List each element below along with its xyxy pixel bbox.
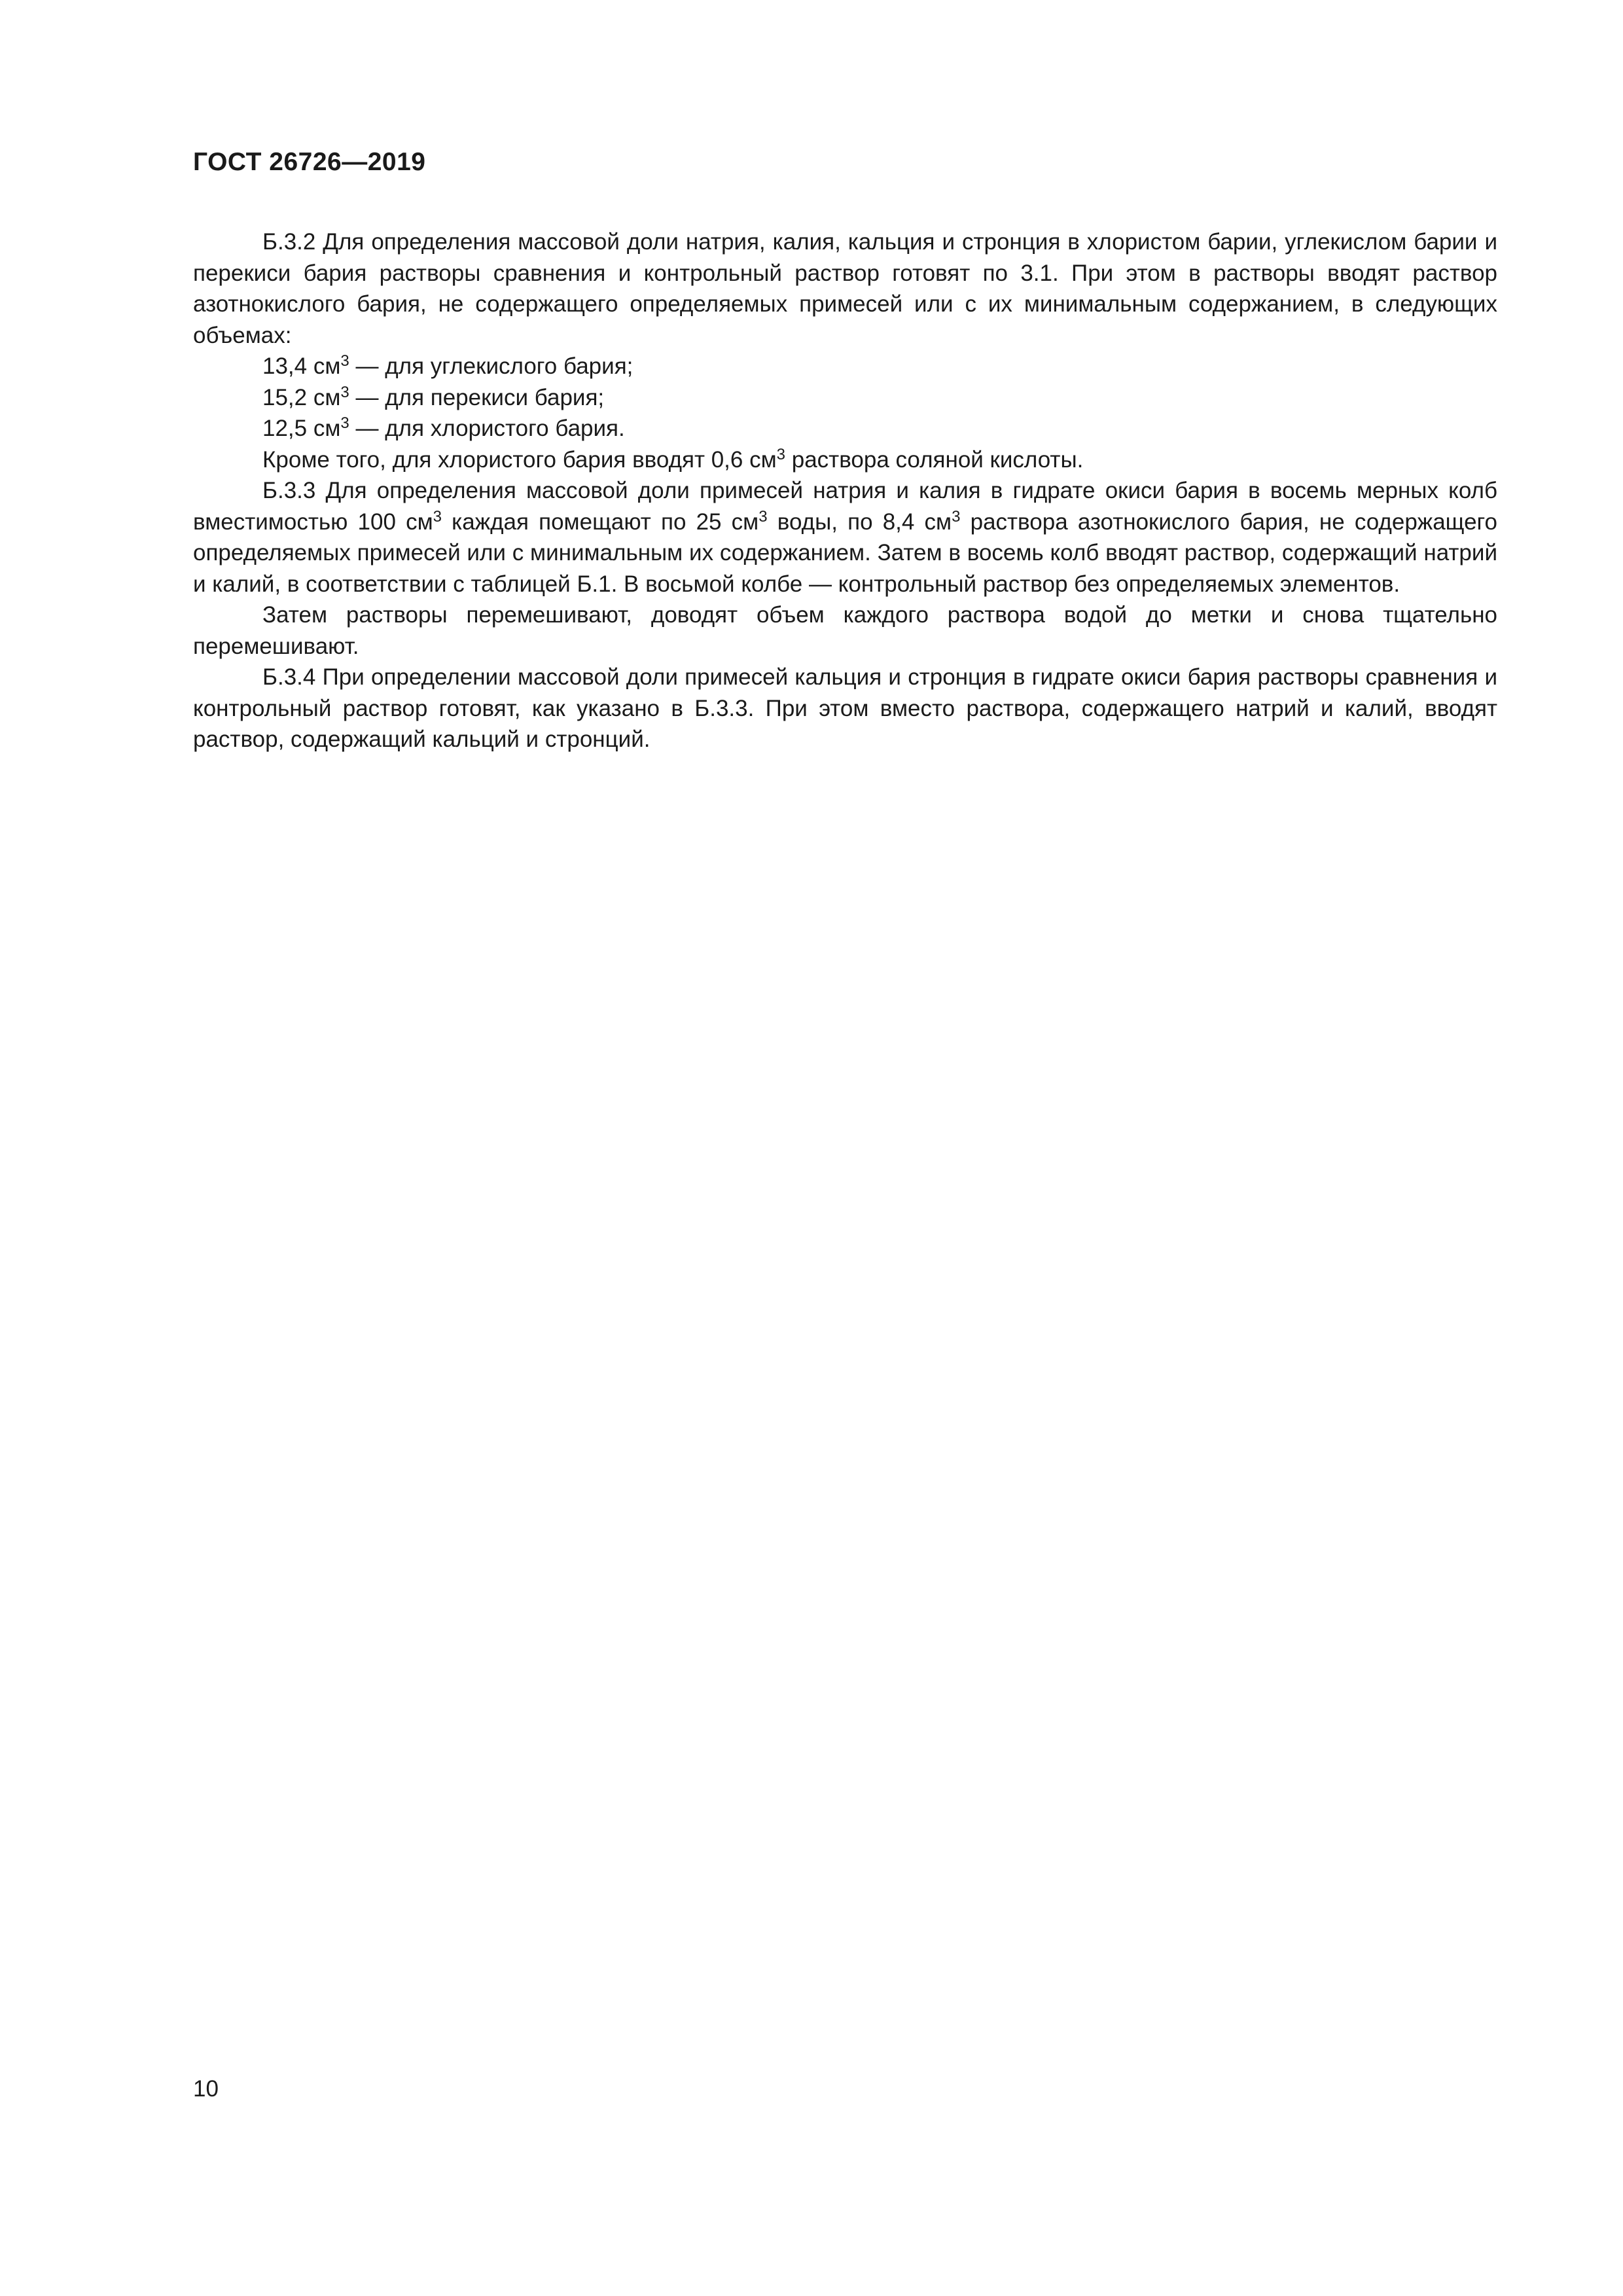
text-segment: Б.3.3 Для определения массовой доли примесей натрия и калия в гидрате окиси бария в восемь мерных колб вместимостью 100 см bbox=[193, 478, 1497, 535]
paragraph-b-3-3 bbox=[193, 475, 1497, 600]
superscript: 3 bbox=[340, 352, 349, 370]
text-segment: воды, по 8,4 см bbox=[767, 509, 952, 535]
paragraph-b-3-2: Б.3.2 Для определения массовой доли натрия, калия, кальция и стронция в хлористом барии, углекислом барии и перекиси бария растворы сравнения и контрольный раствор готовят по 3.1. При этом в растворы вводят раствор азотнокислого бария, не содержащего определяемых примесей или с их минимальным содержанием, в следующих объемах: bbox=[193, 229, 1497, 348]
volume-value: 15,2 см bbox=[262, 384, 341, 410]
volume-purpose: — для хлористого бария. bbox=[349, 416, 625, 441]
superscript: 3 bbox=[340, 383, 349, 401]
page-number: 10 bbox=[193, 2076, 219, 2102]
list-item-barium-chloride bbox=[193, 413, 1497, 444]
text-segment: Кроме того, для хлористого бария вводят 0,6 см bbox=[262, 446, 777, 473]
volume-value: 13,4 см bbox=[262, 353, 341, 379]
document-body bbox=[193, 226, 1497, 755]
paragraph-b-3-4: Б.3.4 При определении массовой доли примесей кальция и стронция в гидрате окиси бария растворы сравнения и контрольный раствор готовят, как указано в Б.3.3. При этом вместо раствора, содержащего натрий и калий, вводят раствор, содержащий кальций и стронций. bbox=[193, 664, 1497, 752]
paragraph-hydrochloric-acid bbox=[193, 444, 1497, 476]
volume-value: 12,5 см bbox=[262, 416, 341, 441]
text-segment: раствора азотнокислого бария, не содержащего определяемых примесей или с минимальным их содержанием. Затем в восемь колб вводят раствор, содержащий натрий и калий, в соответствии с таблицей Б.1. В восьмой колбе — контрольный раствор без определяемых элементов. bbox=[193, 509, 1497, 597]
volume-purpose: — для перекиси бария; bbox=[349, 384, 605, 410]
list-item-barium-carbonate bbox=[193, 351, 1497, 382]
superscript: 3 bbox=[340, 414, 349, 432]
superscript: 3 bbox=[776, 445, 786, 463]
text-segment: каждая помещают по 25 см bbox=[442, 509, 759, 535]
superscript: 3 bbox=[433, 507, 442, 526]
paragraph-mixing: Затем растворы перемешивают, доводят объем каждого раствора водой до метки и снова тщательно перемешивают. bbox=[193, 602, 1497, 659]
list-item-barium-peroxide bbox=[193, 382, 1497, 414]
text-segment: раствора соляной кислоты. bbox=[785, 446, 1084, 473]
superscript: 3 bbox=[952, 507, 961, 526]
document-title: ГОСТ 26726—2019 bbox=[193, 148, 426, 176]
superscript: 3 bbox=[758, 507, 768, 526]
volume-purpose: — для углекислого бария; bbox=[349, 353, 633, 379]
